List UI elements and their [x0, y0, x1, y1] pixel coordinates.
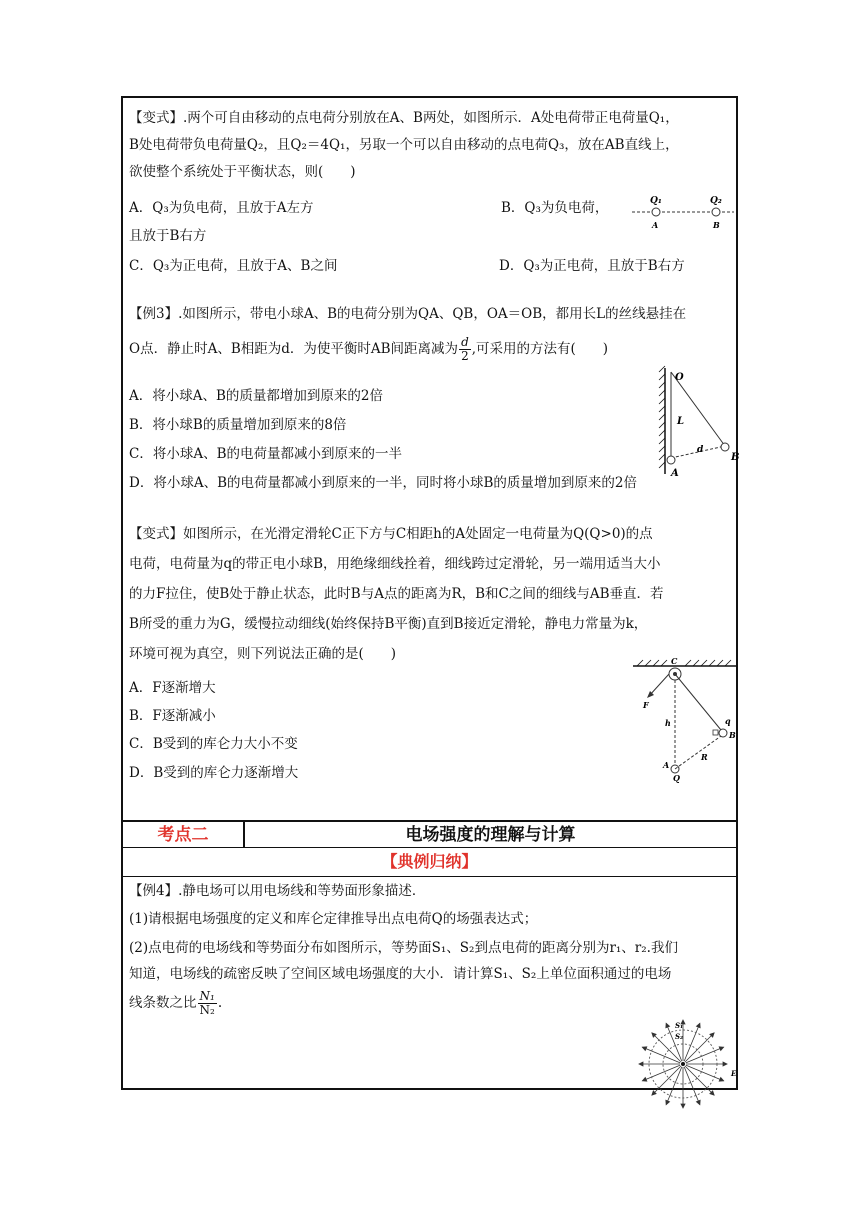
example-4-line-5-end: .: [217, 995, 223, 1011]
variant-2-line-1: 【变式】如图所示，在光滑定滑轮C正下方与C相距h的A处固定一电荷量为Q(Q>0)的点: [129, 526, 653, 542]
variant-1-fig-q2: Q₂: [710, 196, 722, 206]
field-arrow: [639, 1062, 643, 1066]
variant-2-option-c: C．B受到的库仑力大小不变: [129, 736, 298, 752]
variant-1-line-3: 欲使整个系统处于平衡状态，则( ): [129, 164, 356, 180]
example-3-line-2: [129, 336, 608, 363]
variant-2-fig-q: q: [725, 716, 731, 726]
example-3-option-c: C．将小球A、B的电荷量都减小到原来的一半: [129, 446, 402, 462]
variant-2-line-2: 电荷，电荷量为q的带正电小球B，用绝缘细线拴着，细线跨过定滑轮，另一端用适当大小: [129, 556, 661, 572]
example-4-line-5-text: 线条数之比: [129, 995, 197, 1011]
example-3-line-2a: O点．静止时A、B相距为d．为使平衡时AB间距离减为: [129, 341, 459, 357]
variant-2-fig-c: C: [671, 656, 678, 666]
section-2-subtitle: 【典例归纳】: [123, 848, 736, 877]
field-arrow: [642, 1047, 646, 1051]
variant-2-line-5: 环境可视为真空，则下列说法正确的是( ): [129, 646, 397, 662]
variant-2-option-d: D．B受到的库仑力逐渐增大: [129, 765, 299, 781]
example-3-figure: [659, 366, 749, 478]
variant-1-fig-q1: Q₁: [650, 196, 662, 206]
variant-1-option-c: C．Q₃为正电荷，且放于A、B之间: [129, 258, 338, 274]
example-4-line-1: 【例4】.静电场可以用电场线和等势面形象描述．: [129, 883, 426, 899]
variant-2-fig-a: A: [663, 760, 670, 770]
variant-2-fig-b: B: [729, 730, 736, 740]
field-arrow: [723, 1062, 727, 1066]
variant-2-fig-qq: Q: [673, 773, 680, 783]
variant-1-option-b: B．Q₃为负电荷，: [501, 200, 609, 216]
variant-1-option-b-cont: 且放于B右方: [129, 228, 207, 244]
field-arrow: [666, 1023, 670, 1027]
variant-1-line-1: 【变式】.两个可自由移动的点电荷分别放在A、B两处，如图所示．A处电荷带正电荷量Q₁，: [129, 110, 679, 126]
example-4-line-4: 知道，电场线的疏密反映了空间区域电场强度的大小．请计算S₁、S₂上单位面积通过的电场: [129, 966, 672, 982]
example-3-line-2b: ,可采用的方法有( ): [471, 341, 609, 357]
variant-2-figure: [633, 658, 743, 782]
example-3-option-d: D．将小球A、B的电荷量都减小到原来的一半，同时将小球B的质量增加到原来的2倍: [129, 475, 638, 491]
variant-2-fig-h: h: [665, 718, 671, 728]
example-4-line-5: [129, 990, 222, 1017]
example-4-fraction: $\frac{\text{N₁}}{\text{N₂}}$: [199, 989, 215, 1017]
field-arrow: [642, 1077, 646, 1081]
example-3-fig-d: d: [697, 445, 704, 455]
example-4-line-3: (2)点电荷的电场线和等势面分布如图所示，等势面S₁、S₂到点电荷的距离分别为r₁、r₂.我们: [129, 940, 678, 956]
variant-2-line-4: B所受的重力为G，缓慢拉动细线(始终保持B平衡)直到B接近定滑轮，静电力常量为k，: [129, 616, 648, 632]
variant-1-fig-b: B: [713, 220, 720, 230]
field-arrow: [696, 1023, 700, 1027]
variant-2-option-a: A．F逐渐增大: [129, 680, 216, 696]
variant-1-option-d: D．Q₃为正电荷，且放于B右方: [499, 258, 685, 274]
variant-1-line-2: B处电荷带负电荷量Q₂，且Q₂＝4Q₁，另取一个可以自由移动的点电荷Q₃，放在AB直线上，: [129, 137, 679, 153]
variant-2-option-b: B．F逐渐减小: [129, 708, 216, 724]
section-2-header: [123, 820, 736, 848]
example-3-option-b: B．将小球B的质量增加到原来的8倍: [129, 417, 347, 433]
variant-2-fig-r: R: [701, 752, 708, 762]
example-3-fig-o: O: [675, 372, 684, 383]
section-2-label: 考点二: [123, 822, 245, 847]
field-arrow: [681, 1104, 685, 1108]
example-4-fig-s2: S₂: [675, 1032, 684, 1041]
example-3-option-a: A．将小球A、B的质量都增加到原来的2倍: [129, 388, 384, 404]
variant-2-line-3: 的力F拉住，使B处于静止状态，此时B与A点的距离为R，B和C之间的细线与AB垂直．若: [129, 586, 664, 602]
section-2-title: 电场强度的理解与计算: [405, 825, 576, 845]
variant-1-fig-a: A: [652, 220, 659, 230]
example-3-fig-l: L: [677, 416, 685, 427]
example-4-figure: [637, 1018, 737, 1118]
field-arrow: [719, 1077, 723, 1081]
example-3-fig-b: B: [731, 452, 740, 463]
example-4-line-2: (1)请根据电场强度的定义和库仑定律推导出点电荷Q的场强表达式；: [129, 911, 538, 927]
field-arrow: [719, 1047, 723, 1051]
field-arrow: [666, 1100, 670, 1104]
variant-2-fig-f: F: [643, 700, 649, 710]
example-4-fig-e: E: [731, 1069, 737, 1078]
example-4-fig-s1: S₁: [675, 1021, 684, 1030]
field-arrow: [696, 1100, 700, 1104]
variant-1-figure: [628, 194, 738, 234]
worksheet-frame: [121, 96, 738, 1090]
example-3-fig-a: A: [671, 468, 679, 479]
example-3-line-1: 【例3】.如图所示，带电小球A、B的电荷分别为QA、QB，OA＝OB，都用长L的丝线悬挂在: [129, 306, 687, 322]
variant-1-option-a: A．Q₃为负电荷，且放于A左方: [129, 200, 314, 216]
example-3-fraction: $\frac{d}{2}$: [461, 335, 469, 363]
